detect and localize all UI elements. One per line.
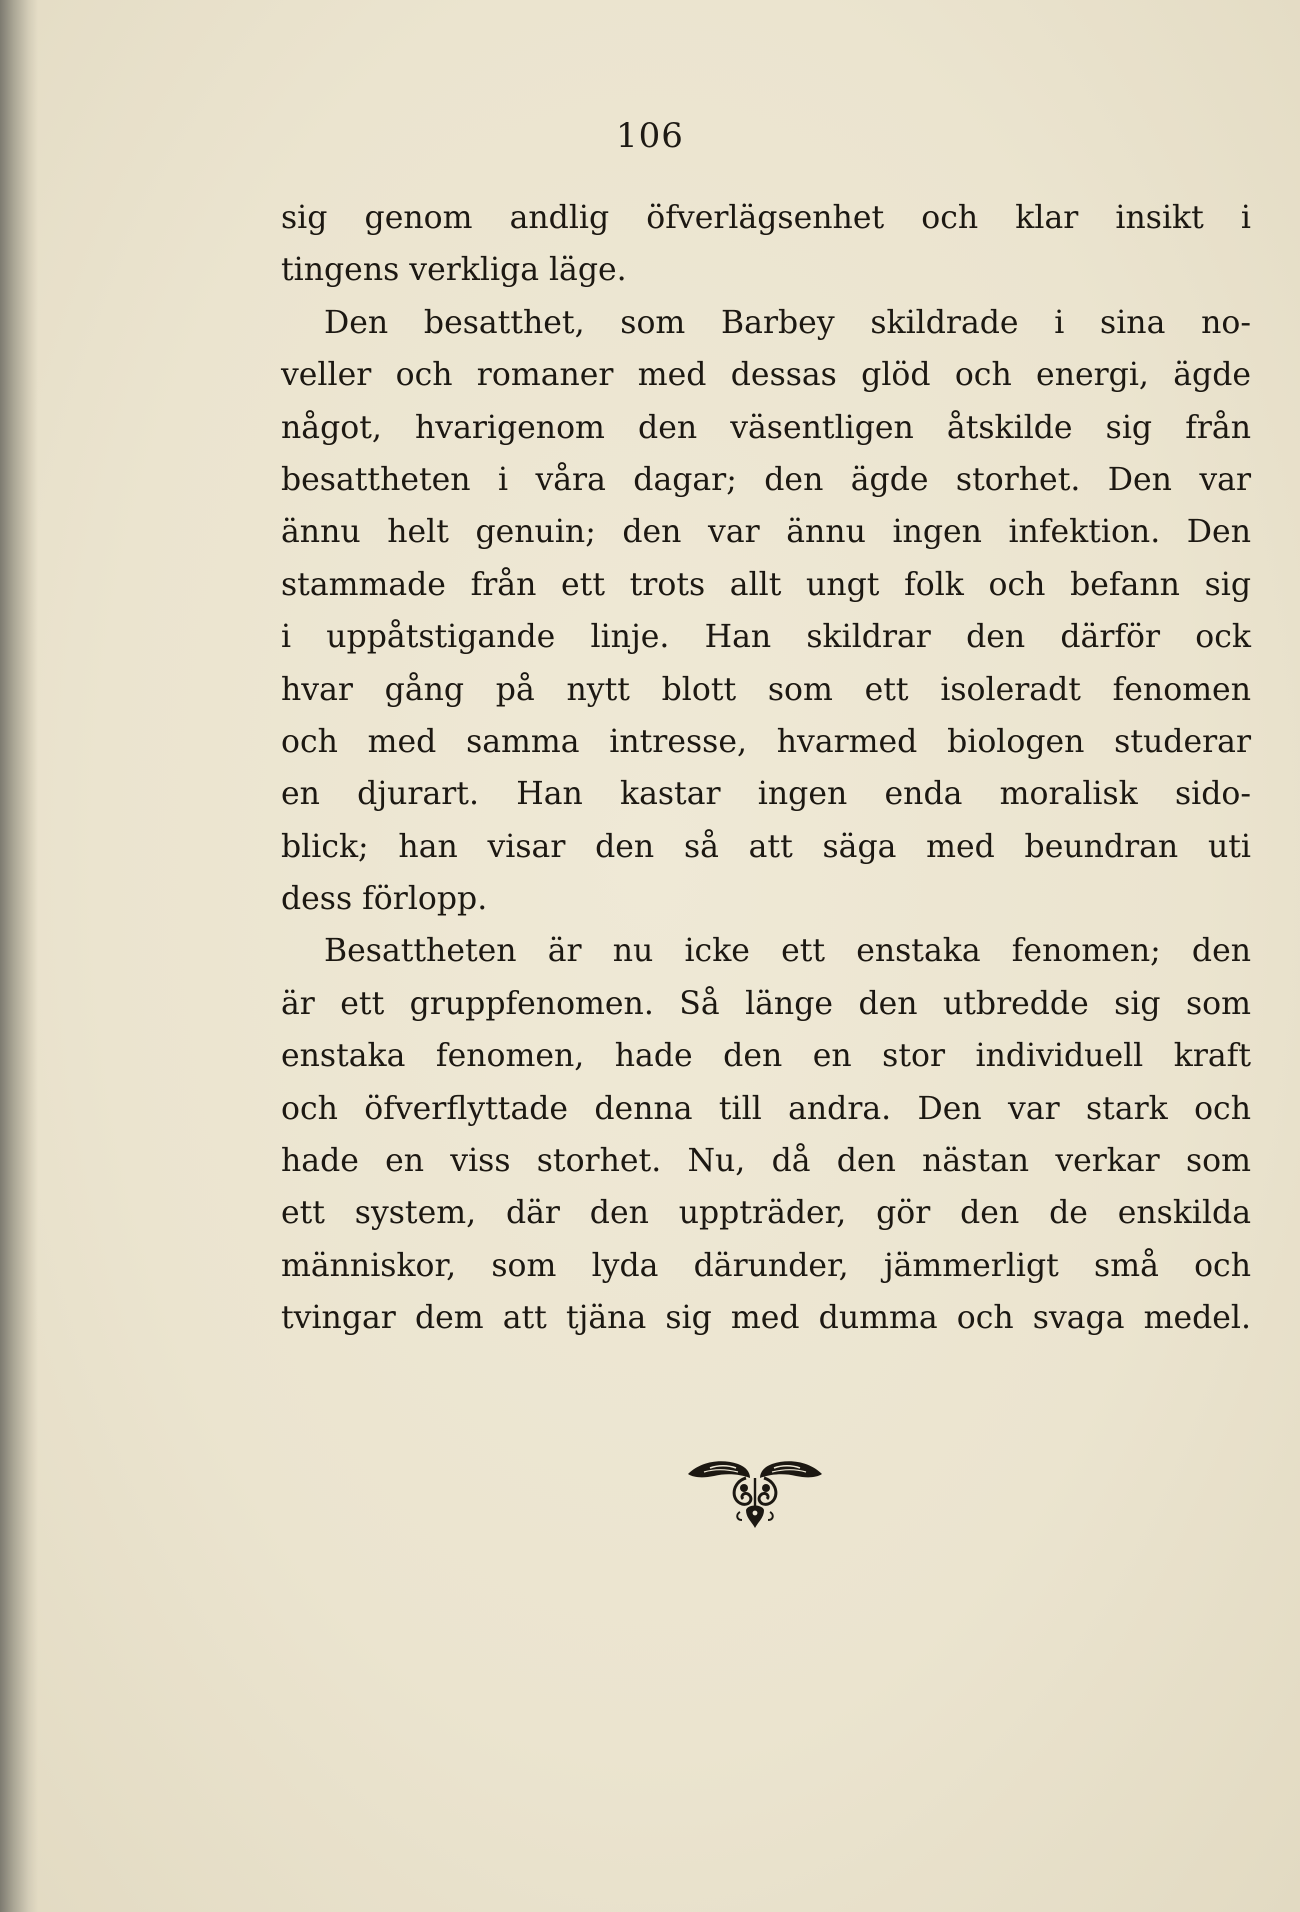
body-text bbox=[281, 192, 1251, 1345]
printers-ornament-icon bbox=[680, 1448, 830, 1538]
text-line: hade en viss storhet. Nu, då den nästan verkar som bbox=[281, 1143, 1251, 1180]
text-line: enstaka fenomen, hade den en stor individuell kraft bbox=[281, 1038, 1251, 1075]
text-line: Besattheten är nu icke ett enstaka fenomen; den bbox=[324, 933, 1251, 970]
page-number: 106 bbox=[616, 116, 684, 156]
text-line: människor, som lyda därunder, jämmerligt små och bbox=[281, 1247, 1251, 1284]
text-line: stammade från ett trots allt ungt folk och befann sig bbox=[281, 566, 1251, 603]
text-line: besattheten i våra dagar; den ägde storhet. Den var bbox=[281, 461, 1251, 498]
text-line: tvingar dem att tjäna sig med dumma och svaga medel. bbox=[281, 1300, 1251, 1337]
text-line: hvar gång på nytt blott som ett isoleradt fenomen bbox=[281, 671, 1251, 708]
text-line: och öfverflyttade denna till andra. Den var stark och bbox=[281, 1090, 1251, 1127]
text-line: något, hvarigenom den väsentligen åtskilde sig från bbox=[281, 409, 1251, 446]
text-line: en djurart. Han kastar ingen enda moralisk sido- bbox=[281, 776, 1251, 813]
text-line: är ett gruppfenomen. Så länge den utbredde sig som bbox=[281, 985, 1251, 1022]
text-line: veller och romaner med dessas glöd och energi, ägde bbox=[281, 357, 1251, 394]
text-line: i uppåtstigande linje. Han skildrar den därför ock bbox=[281, 619, 1251, 656]
text-line: ett system, där den uppträder, gör den de enskilda bbox=[281, 1195, 1251, 1232]
text-line: och med samma intresse, hvarmed biologen studerar bbox=[281, 723, 1251, 760]
page-spine-shadow bbox=[0, 0, 38, 1912]
text-line: tingens verkliga läge. bbox=[281, 252, 627, 289]
text-line: dess förlopp. bbox=[281, 881, 488, 918]
text-line: sig genom andlig öfverlägsenhet och klar insikt i bbox=[281, 200, 1251, 236]
text-line: blick; han visar den så att säga med beundran uti bbox=[281, 828, 1251, 865]
text-line: ännu helt genuin; den var ännu ingen infektion. Den bbox=[281, 514, 1251, 551]
text-line: Den besatthet, som Barbey skildrade i sina no- bbox=[324, 304, 1251, 341]
